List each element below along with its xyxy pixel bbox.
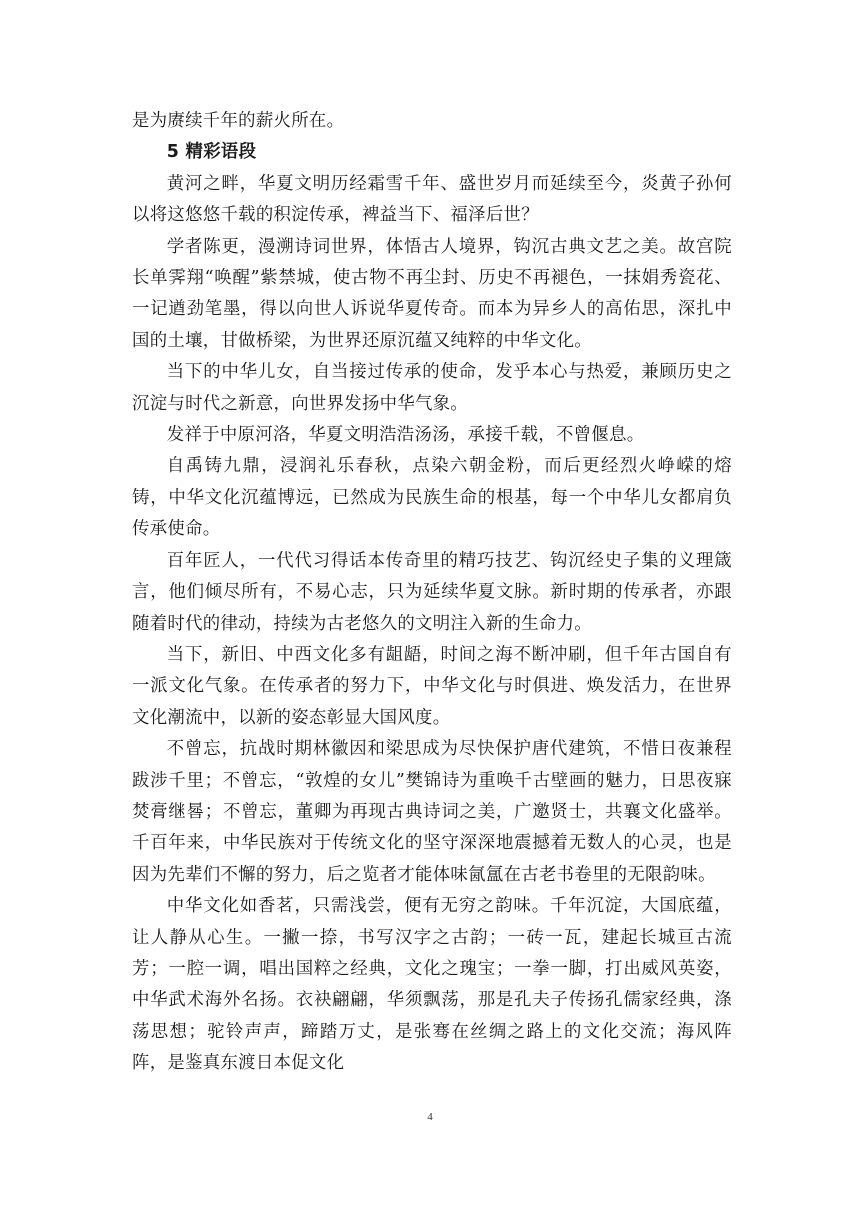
paragraph-1: 黄河之畔，华夏文明历经霜雪千年、盛世岁月而延续至今，炎黄子孙何以将这悠悠千载的积淀传承，裨益当下、福泽后世？ bbox=[132, 173, 732, 226]
document-body bbox=[132, 106, 732, 1080]
continuation-line: 是为赓续千年的薪火所在。 bbox=[132, 111, 345, 131]
paragraph-2: 学者陈更，漫溯诗词世界，体悟古人境界，钩沉古典文艺之美。故宫院长单霁翔“唤醒”紫禁城，使古物不再尘封、历史不再褪色，一抹娟秀瓷花、一记遒劲笔墨，得以向世人诉说华夏传奇。而本为异乡人的高佑思，深扎中国的土壤，甘做桥梁，为世界还原沉蕴又纯粹的中华文化。 bbox=[132, 236, 732, 351]
paragraph-9: 中华文化如香茗，只需浅尝，便有无穷之韵味。千年沉淀，大国底蕴，让人静从心生。一撇一捺，书写汉字之古韵；一砖一瓦，建起长城亘古流芳；一腔一调，唱出国粹之经典，文化之瑰宝；一拳一脚，打出威风英姿，中华武术海外名扬。衣袂翩翩，华须飘荡，那是孔夫子传扬孔儒家经典，涤荡思想；驼铃声声，蹄踏万丈，是张骞在丝绸之路上的文化交流；海风阵阵，是鉴真东渡日本促文化 bbox=[132, 896, 732, 1074]
section-heading: 5 精彩语段 bbox=[166, 142, 257, 163]
paragraph-7: 当下，新旧、中西文化多有龃龉，时间之海不断冲刷，但千年古国自有一派文化气象。在传承者的努力下，中华文化与时俱进、焕发活力，在世界文化潮流中，以新的姿态彰显大国风度。 bbox=[132, 644, 732, 728]
paragraph-3: 当下的中华儿女，自当接过传承的使命，发乎本心与热爱，兼顾历史之沉淀与时代之新意，向世界发扬中华气象。 bbox=[132, 362, 732, 414]
paragraph-6: 百年匠人，一代代习得话本传奇里的精巧技艺、钩沉经史子集的义理箴言，他们倾尽所有，不易心志，只为延续华夏文脉。新时期的传承者，亦跟随着时代的律动，持续为古老悠久的文明注入新的生命力。 bbox=[132, 550, 732, 634]
paragraph-8: 不曾忘，抗战时期林徽因和梁思成为尽快保护唐代建筑，不惜日夜兼程跋涉千里；不曾忘，“敦煌的女儿”樊锦诗为重唤千古壁画的魅力，日思夜寐焚膏继晷；不曾忘，董卿为再现古典诗词之美，广邀贤士，共襄文化盛举。千百年来，中华民族对于传统文化的坚守深深地震撼着无数人的心灵，也是因为先辈们不懈的努力，后之览者才能体味氤氲在古老书卷里的无限韵味。 bbox=[132, 739, 732, 885]
paragraph-5: 自禹铸九鼎，浸润礼乐春秋，点染六朝金粉，而后更经烈火峥嵘的熔铸，中华文化沉蕴博远，已然成为民族生命的根基，每一个中华儿女都肩负传承使命。 bbox=[132, 456, 732, 540]
paragraph-4: 发祥于中原河洛，华夏文明浩浩汤汤，承接千载，不曾偃息。 bbox=[166, 425, 645, 446]
page-number: 4 bbox=[427, 1111, 433, 1123]
